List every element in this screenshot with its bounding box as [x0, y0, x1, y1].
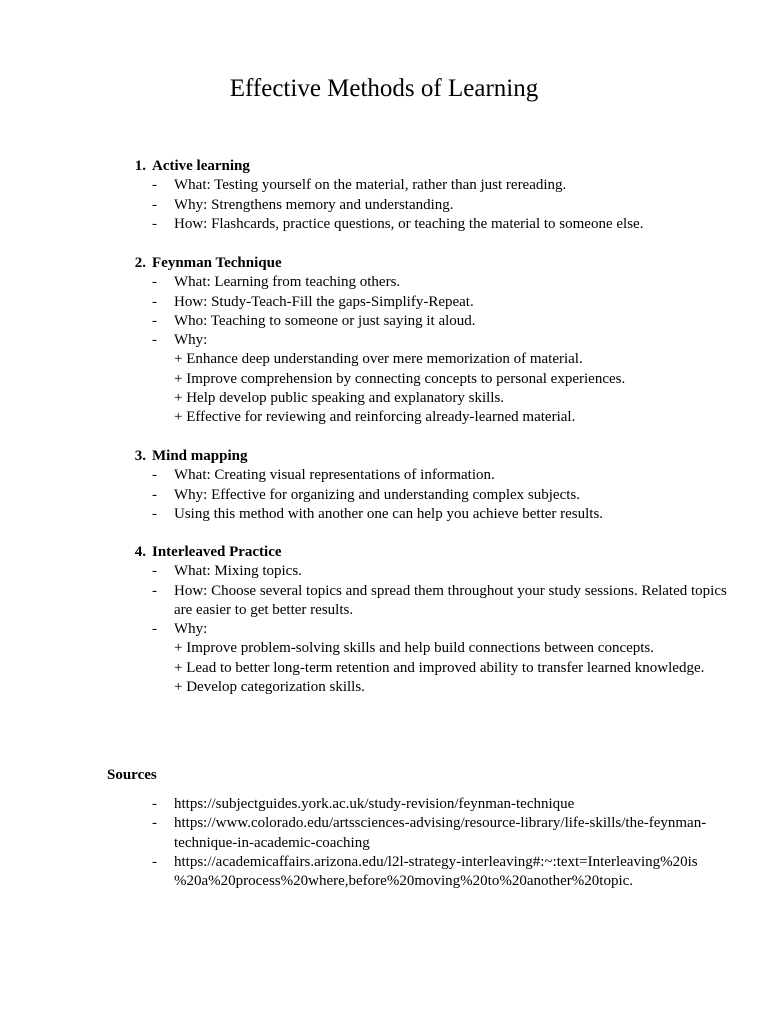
bullet-dash: -	[152, 621, 157, 638]
why-point: + Help develop public speaking and explanatory skills.	[174, 390, 505, 407]
section-heading	[128, 254, 728, 273]
bullet-dash: -	[152, 274, 157, 291]
bullet-dash: -	[152, 486, 157, 503]
why-point: + Enhance deep understanding over mere memorization of material.	[174, 351, 583, 368]
item-text: Who: Teaching to someone or just saying it aloud.	[174, 312, 476, 329]
bullet-dash: -	[152, 563, 157, 580]
bullet-dash: -	[152, 312, 157, 329]
document-title: Effective Methods of Learning	[229, 75, 539, 102]
bullet-dash: -	[152, 796, 157, 812]
bullet-dash: -	[152, 293, 157, 310]
bullet-dash: -	[152, 196, 157, 213]
why-point: + Effective for reviewing and reinforcing already-learned material.	[174, 409, 576, 426]
section-heading	[128, 157, 728, 176]
item-text: Using this method with another one can help you achieve better results.	[174, 505, 604, 522]
why-point: + Improve problem-solving skills and help build connections between concepts.	[174, 640, 655, 657]
list-item	[128, 176, 728, 195]
source-link-text[interactable]: technique-in-academic-coaching	[174, 834, 370, 851]
list-item	[128, 486, 728, 505]
section-number: 2.	[134, 255, 146, 271]
section-title: Active learning	[152, 158, 250, 174]
item-text: Why:	[174, 621, 208, 638]
why-point: + Improve comprehension by connecting concepts to personal experiences.	[174, 370, 626, 387]
why-point: + Develop categorization skills.	[174, 679, 365, 696]
sources-list	[128, 795, 728, 891]
item-text: How: Study-Teach-Fill the gaps-Simplify-Repeat.	[174, 293, 474, 310]
section-title: Mind mapping	[152, 448, 248, 464]
bullet-dash: -	[152, 177, 157, 194]
item-text: What: Learning from teaching others.	[174, 274, 401, 291]
item-text: Why: Strengthens memory and understanding.	[174, 196, 454, 213]
list-item	[128, 293, 728, 312]
section-active-learning	[128, 157, 728, 234]
list-item	[128, 312, 728, 331]
source-link-text[interactable]: https://www.colorado.edu/artssciences-advising/resource-library/life-skills/the-feynman-	[174, 815, 707, 832]
source-link[interactable]	[128, 814, 728, 853]
source-link[interactable]	[128, 853, 728, 892]
section-interleaved-practice	[128, 543, 728, 697]
item-text: What: Creating visual representations of information.	[174, 467, 495, 484]
item-text: What: Testing yourself on the material, rather than just rereading.	[174, 177, 567, 194]
list-item	[128, 505, 728, 524]
source-link-text[interactable]: https://academicaffairs.arizona.edu/l2l-strategy-interleaving#:~:text=Interleaving%20is	[174, 853, 698, 870]
section-number: 3.	[134, 448, 146, 464]
bullet-dash: -	[152, 505, 157, 522]
list-item	[128, 215, 728, 234]
item-text: How: Flashcards, practice questions, or teaching the material to someone else.	[174, 215, 644, 232]
source-link-text[interactable]: https://subjectguides.york.ac.uk/study-revision/feynman-technique	[174, 796, 575, 812]
section-mind-mapping	[128, 447, 728, 524]
list-item	[128, 331, 728, 350]
sources-heading: Sources	[107, 767, 157, 783]
item-text: Why: Effective for organizing and understanding complex subjects.	[174, 486, 580, 503]
bullet-dash: -	[152, 853, 157, 870]
item-text: Why:	[174, 332, 208, 349]
section-feynman-technique	[128, 254, 728, 428]
item-text: How: Choose several topics and spread them throughout your study sessions. Related topics are easier to get better results.	[174, 582, 727, 618]
list-item	[128, 196, 728, 215]
source-link[interactable]	[128, 795, 728, 814]
bullet-dash: -	[152, 582, 157, 599]
bullet-dash: -	[152, 332, 157, 349]
list-item	[128, 273, 728, 292]
bullet-dash: -	[152, 815, 157, 832]
list-item	[128, 466, 728, 485]
item-text: What: Mixing topics.	[174, 563, 302, 580]
bullet-dash: -	[152, 215, 157, 232]
section-number: 4.	[134, 544, 146, 560]
section-title: Interleaved Practice	[152, 544, 282, 560]
section-title: Feynman Technique	[152, 255, 282, 271]
why-point: + Lead to better long-term retention and improved ability to transfer learned knowledge.	[174, 659, 705, 676]
source-link-text[interactable]: %20a%20process%20where,before%20moving%20to%20another%20topic.	[174, 873, 634, 890]
section-heading	[128, 543, 728, 562]
list-item	[128, 562, 728, 581]
list-item	[128, 620, 728, 639]
bullet-dash: -	[152, 467, 157, 484]
list-item	[128, 582, 728, 621]
section-heading	[128, 447, 728, 466]
section-number: 1.	[134, 158, 146, 174]
